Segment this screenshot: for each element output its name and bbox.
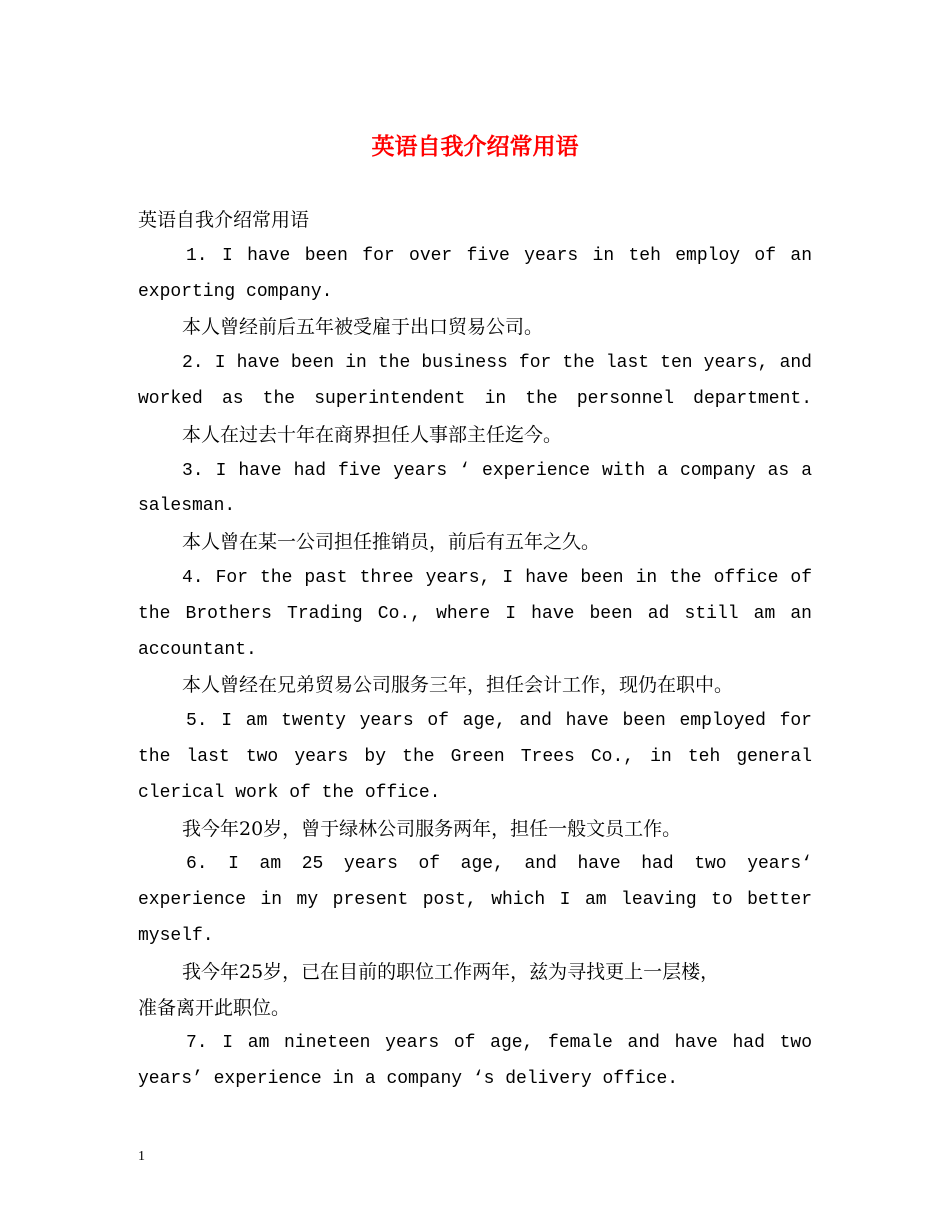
item-1-cn-line-1: 本人曾经前后五年被受雇于出口贸易公司。 (182, 316, 544, 339)
item-2-en-line-2: worked as the superintendent in the personnel department. (138, 388, 812, 409)
item-7-en-line-1: 7. I am nineteen years of age, female and have had two (186, 1033, 812, 1054)
item-1-en-line-1: 1. I have been for over five years in teh employ of an (186, 245, 812, 266)
item-3-cn-line-1: 本人曾在某一公司担任推销员，前后有五年之久。 (182, 531, 601, 554)
item-5-en-line-1: 5. I am twenty years of age, and have been employed for (186, 711, 812, 732)
page-number: 1 (138, 1149, 145, 1164)
item-6-cn-line-2: 准备离开此职位。 (138, 996, 291, 1019)
item-6-en-line-1: 6. I am 25 years of age, and have had two years‘ (186, 854, 812, 875)
item-3-en-line-2: salesman. (138, 496, 236, 517)
item-4-en-line-1: 4. For the past three years, I have been in the office of (182, 567, 812, 588)
item-4-en-line-3: accountant. (138, 639, 257, 660)
item-5-en-line-2: the last two years by the Green Trees Co., in teh general (138, 746, 812, 767)
item-6-en-line-2: experience in my present post, which I am leaving to better (138, 890, 812, 911)
item-3-en-line-1: 3. I have had five years ‘ experience with a company as a (182, 460, 812, 481)
item-1-en-line-2: exporting company. (138, 281, 333, 302)
item-2-en-line-1: 2. I have been in the business for the last ten years, and (182, 353, 812, 374)
item-5-en-line-3: clerical work of the office. (138, 782, 441, 803)
document-body (138, 203, 812, 1098)
page-title: 英语自我介绍常用语 (371, 133, 579, 160)
item-4-en-line-2: the Brothers Trading Co., where I have been ad still am an (138, 603, 812, 624)
item-2-cn-line-1: 本人在过去十年在商界担任人事部主任迄今。 (182, 423, 563, 446)
section-heading: 英语自我介绍常用语 (138, 209, 310, 231)
item-6-cn-line-1: 我今年25岁，已在目前的职位工作两年，兹为寻找更上一层楼， (182, 960, 720, 983)
item-4-cn-line-1: 本人曾经在兄弟贸易公司服务三年，担任会计工作，现仍在职中。 (182, 674, 734, 697)
item-6-en-line-3: myself. (138, 925, 214, 946)
item-7-en-line-2: years’ experience in a company ‘s delivery office. (138, 1069, 679, 1090)
item-5-cn-line-1: 我今年20岁，曾于绿林公司服务两年，担任一般文员工作。 (182, 817, 682, 840)
